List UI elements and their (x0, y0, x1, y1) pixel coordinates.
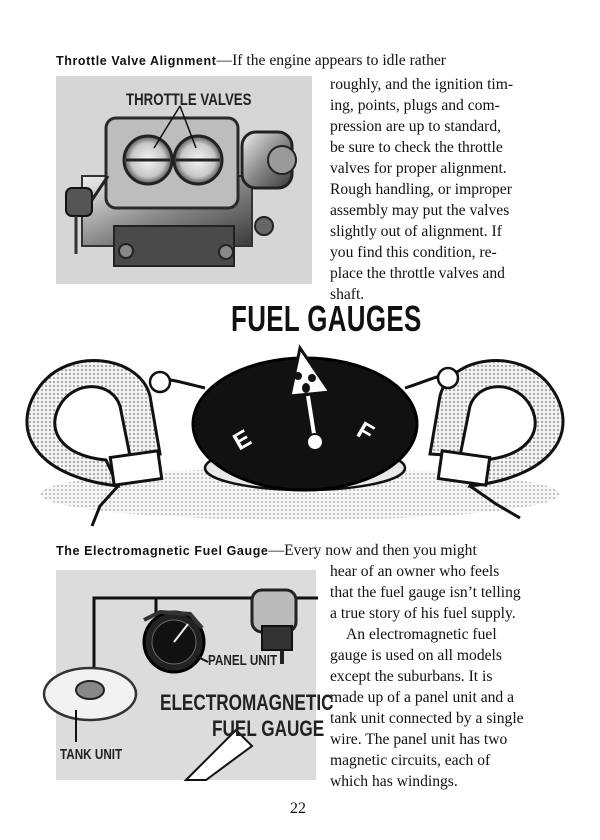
fuel-gauges-title: FUEL GAUGES (231, 298, 422, 339)
emfg-line-4: An electromagnetic fuel (346, 626, 497, 643)
emfg-line-3: a true story of his fuel supply. (330, 605, 516, 622)
emfg-line-9: wire. The panel unit has two (330, 731, 508, 748)
panel-unit-label: PANEL UNIT (208, 652, 278, 669)
electromagnetic-gauge-photo (56, 570, 334, 780)
throttle-line-4: be sure to check the throttle (330, 139, 503, 156)
throttle-lead: —If the engine appears to idle rather (216, 52, 446, 69)
emfg-heading-line (56, 540, 477, 562)
throttle-line-2: ing, points, plugs and com- (330, 97, 500, 114)
throttle-line-7: assembly may put the valves (330, 202, 510, 219)
throttle-line-6: Rough handling, or improper (330, 181, 512, 198)
emfg-heading: The Electromagnetic Fuel Gauge (56, 544, 269, 558)
emfg-line-10: magnetic circuits, each of (330, 752, 491, 769)
emfg-line-5: gauge is used on all models (330, 647, 502, 664)
throttle-line-10: place the throttle valves and (330, 265, 505, 282)
caption-line-1: ELECTROMAGNETIC (160, 690, 334, 715)
emfg-line-2: that the fuel gauge isn’t telling (330, 584, 521, 601)
emfg-lead: —Every now and then you might (268, 542, 477, 559)
emfg-line-7: made up of a panel unit and a (330, 689, 515, 706)
throttle-line-8: slightly out of alignment. If (330, 223, 502, 240)
emfg-line-11: which has windings. (330, 773, 458, 790)
throttle-valves-label: THROTTLE VALVES (126, 90, 252, 109)
fuel-gauge-cartoon (0, 336, 600, 536)
gauge-letter-e: E (228, 424, 256, 457)
throttle-line-9: you find this condition, re- (330, 244, 497, 261)
gauge-letter-f: F (352, 416, 379, 448)
caption-line-2: FUEL GAUGE (212, 716, 325, 741)
carburetor-photo (56, 76, 312, 284)
throttle-line-5: valves for proper alignment. (330, 160, 507, 177)
throttle-line-3: pression are up to standard, (330, 118, 502, 135)
throttle-heading: Throttle Valve Alignment (56, 54, 217, 68)
page-number: 22 (290, 800, 306, 817)
emfg-line-1: hear of an owner who feels (330, 563, 500, 580)
emfg-line-8: tank unit connected by a single (330, 710, 524, 727)
emfg-line-6: except the suburbans. It is (330, 668, 493, 685)
tank-unit-label: TANK UNIT (60, 746, 123, 763)
throttle-line-1: roughly, and the ignition tim- (330, 76, 514, 93)
throttle-heading-line (56, 50, 446, 72)
throttle-line-11: shaft. (330, 286, 365, 303)
